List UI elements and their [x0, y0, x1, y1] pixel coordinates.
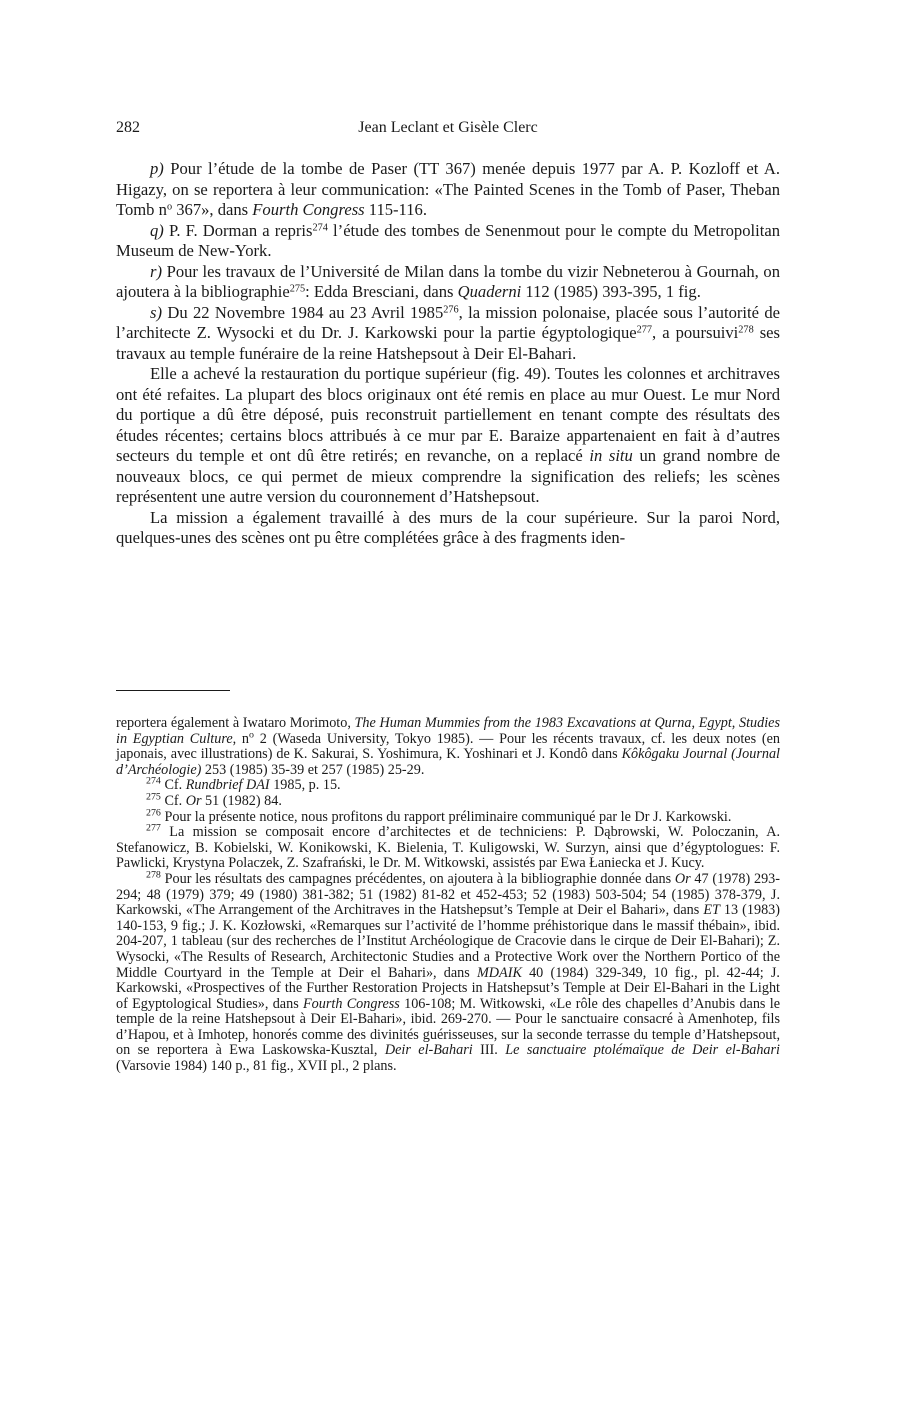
paragraph-p: [116, 159, 780, 221]
italic-title: Fourth Congress: [252, 200, 365, 219]
text-run: 367», dans: [172, 200, 253, 219]
text-run: , la mission polonaise, placée sous l’autorité de l’architecte Z. Wysocki et du Dr. J. Karkowski pour la partie égyptologique: [116, 302, 780, 342]
text-run: un grand nombre de nouveaux blocs, ce qui permet de mieux comprendre la signification des reliefs; les scènes représentent une autre version du couronnement d’Hatshepsout.: [116, 446, 781, 506]
footnote-ref-278: 278: [738, 324, 754, 336]
text-run: l’étude des tombes de Senenmout pour le compte du Metropolitan Museum de New-York.: [116, 220, 780, 260]
footnote-275: [116, 791, 780, 810]
paragraph-restoration: [116, 364, 780, 508]
text-run: Pour les résultats des campagnes précédentes, on ajoutera à la bibliographie donnée dans: [160, 870, 675, 887]
footnote-number: 277: [146, 822, 161, 834]
paragraph-r: [116, 262, 780, 303]
text-run: La mission se composait encore d’architectes et de techniciens: P. Dąbrowski, W. Poloczanin, A. Stefanowicz, B. Kobielski, W. Konikowski, K. Bielenia, T. Kuligowski, W. Surzyn, ainsi que d’égyptologues: F. Pawlicki, Krystyna Polaczek, Z. Szafrański, le Dr. M. Witkowski, assistés par Ewa Łaniecka et J. Kucy.: [116, 824, 780, 872]
paragraph-courtyard: La mission a également travaillé à des murs de la cour supérieure. Sur la paroi Nord, quelques-unes des scènes ont pu être complétées grâce à des fragments iden-: [116, 507, 780, 547]
running-title: Jean Leclant et Gisèle Clerc: [358, 119, 538, 136]
footnote-ref-274: 274: [312, 221, 328, 233]
italic-title: The Human Mummies from the 1983 Excavations at Qurna, Egypt, Studies in Egyptian Culture: [116, 715, 780, 747]
text-run: 1985, p. 15.: [269, 777, 341, 794]
footnote-ref-276: 276: [443, 303, 459, 315]
italic-title: Quaderni: [457, 282, 522, 301]
footnote-277: [116, 822, 780, 872]
text-run: Pour la présente notice, nous profitons du rapport préliminaire communiqué par le Dr J. Karkowski.: [160, 808, 732, 825]
text-run: III.: [472, 1042, 506, 1059]
page-number: 282: [116, 119, 140, 136]
footnote-276: [116, 807, 780, 826]
paragraph-s: [116, 303, 780, 365]
text-run: 13 (1983) 140-153, 9 fig.; J. K. Kozłowski, «Remarques sur l’activité de l’homme préhistorique dans le massif thébain», ibid. 204-207, 1 tableau (sur des recherches de l’Institut Archéologique de Cracovie dans le cirque de Deir El-Bahari); Z. Wysocki, «The Results of Research, Architectonic Studies and a Protective Work over the Northern Portico of the Middle Courtyard in the Temple at Deir el Bahari», dans: [116, 902, 780, 981]
footnote-278: [116, 869, 780, 1075]
degree-mark: o: [166, 201, 173, 213]
italic-title: Or: [185, 792, 202, 809]
item-letter: p): [150, 159, 164, 178]
item-letter: r): [150, 261, 162, 281]
text-run: Pour les travaux de l’Université de Milan dans la tombe du vizir Nebneterou à Gournah, on ajoutera à la bibliographie: [116, 261, 780, 301]
footnote-number: 276: [146, 807, 161, 819]
italic-journal: Or: [674, 870, 691, 887]
item-letter: q): [150, 220, 164, 240]
text-run: 47 (1978) 293-294; 48 (1979) 379; 49 (1980) 381-382; 51 (1982) 81-82 et 452-453; 52 (1983) 503-504; 54 (1985) 378-379, J. Karkowski, «The Arrangement of the Architraves in the Hatshepsut’s Temple at Deir el Bahari», dans: [116, 870, 780, 919]
page-header: [116, 119, 780, 141]
italic-journal: ET: [703, 902, 720, 919]
footnote-ref-275: 275: [289, 283, 306, 295]
text-run: , a poursuivi: [652, 323, 739, 342]
footnote-continuation: [116, 716, 780, 778]
italic-term: in situ: [589, 446, 633, 465]
text-run: (Varsovie 1984) 140 p., 81 fig., XVII pl., 2 plans.: [116, 1058, 397, 1075]
footnotes: [116, 716, 780, 1075]
text-run: Pour l’étude de la tombe de Paser (TT 367) menée depuis 1977 par A. P. Kozloff et A. Higazy, on se reportera à leur communication: «The Painted Scenes in the Tomb of Paser, Theban Tomb n: [116, 159, 780, 219]
text-run: 40 (1984) 329-349, 10 fig., pl. 42-44; J. Karkowski, «Prospectives of the Further Restoration Projects in Hatshepsut’s Temple at Deir El-Bahari in the Light of Egyptological Studies», dans: [116, 964, 780, 1012]
italic-title: Deir el-Bahari: [384, 1042, 473, 1059]
text-run: Cf.: [160, 777, 186, 794]
footnote-number: 274: [146, 775, 161, 787]
italic-title: Rundbrief DAI: [185, 777, 270, 794]
item-letter: s): [150, 302, 162, 322]
paragraph-q: [116, 221, 780, 262]
text-run: : Edda Bresciani, dans: [305, 282, 458, 301]
main-text: [116, 159, 780, 549]
text-run: ses travaux au temple funéraire de la reine Hatshepsout à Deir El-Bahari.: [116, 323, 781, 363]
text-run: , n: [232, 730, 250, 747]
italic-title: Kôkôgaku Journal (Journal d’Archéologie): [116, 746, 780, 778]
text-run: reportera également à Iwataro Morimoto,: [116, 715, 355, 731]
text-run: P. F. Dorman a repris: [163, 220, 313, 240]
footnote-number: 278: [146, 869, 161, 881]
footnote-274: [116, 775, 780, 794]
footnote-separator: [116, 690, 230, 691]
text-run: 115-116.: [364, 200, 427, 219]
degree-mark: o: [249, 729, 254, 741]
text-run: 106-108; M. Witkowski, «Le rôle des chapelles d’Anubis dans le temple de la reine Hatshepsout à Deir El-Bahari», ibid. 269-270. — Pour le sanctuaire consacré à Amenhotep, fils d’Hapou, et à Imhotep, honorés comme des divinités guérisseuses, sur la seconde terrasse du temple d’Hatshepsout, on se reportera à Ewa Laskowska-Kusztal,: [116, 995, 780, 1059]
footnote-ref-277: 277: [636, 324, 653, 336]
text-run: Cf.: [160, 792, 186, 809]
text-run: Elle a achevé la restauration du portique supérieur (fig. 49). Toutes les colonnes et architraves ont été refaites. La plupart des blocs originaux ont été remis en place au mur Ouest. Le mur Nord du portique a dû être déposé, puis reconstruit partiellement en tenant compte des résultats des études récentes; certains blocs attribués à ce mur par E. Baraize appartenaient en fait à d’autres secteurs du temple et ont dû être retirés; en revanche, on a replacé: [116, 364, 780, 465]
text-run: 112 (1985) 393-395, 1 fig.: [521, 282, 701, 301]
italic-title: Fourth Congress: [303, 995, 400, 1012]
text-run: 51 (1982) 84.: [201, 792, 282, 809]
italic-title: Le sanctuaire ptolémaïque de Deir el-Bahari: [505, 1042, 780, 1059]
text-run: Du 22 Novembre 1984 au 23 Avril 1985: [161, 302, 444, 322]
footnote-number: 275: [146, 791, 161, 803]
text-run: 2 (Waseda University, Tokyo 1985). — Pour les récents travaux, cf. les deux notes (en japonais, avec illustrations) de K. Sakurai, S. Yoshimura, K. Yoshinari et J. Kondô dans: [116, 730, 780, 763]
text-run: 253 (1985) 35-39 et 257 (1985) 25-29.: [201, 761, 425, 778]
italic-journal: MDAIK: [476, 964, 522, 981]
